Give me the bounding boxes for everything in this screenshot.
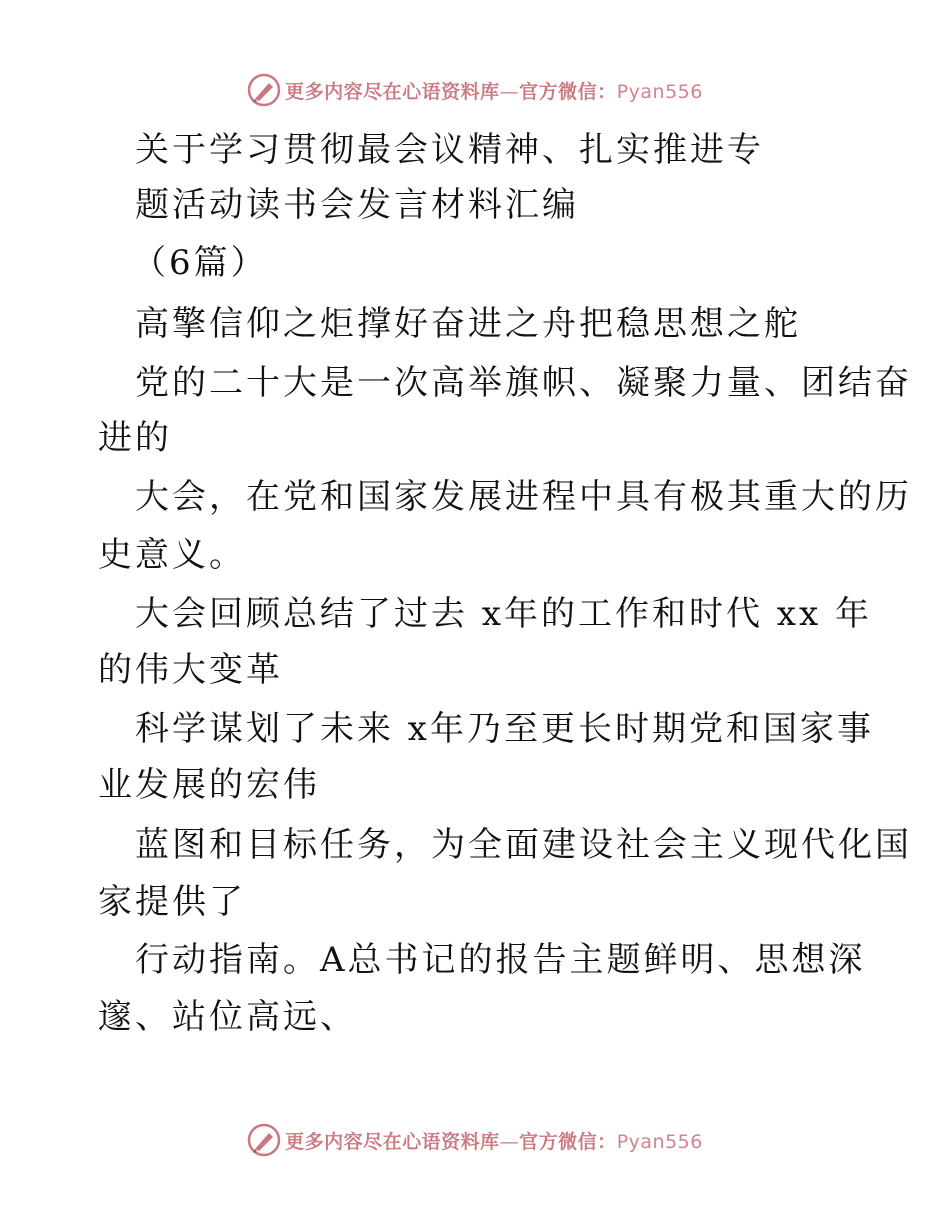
doc-title-line-2: 题活动读书会发言材料汇编 <box>135 185 579 225</box>
doc-paragraph-line: 进的 <box>98 418 172 458</box>
footer-site-text: 更多内容尽在心语资料库 <box>285 1130 500 1153</box>
pen-logo-icon <box>247 73 281 107</box>
footer-text <box>285 1127 703 1154</box>
doc-paragraph-line: 科学谋划了未来 x年乃至更长时期党和国家事 <box>135 709 874 749</box>
header-text <box>285 77 703 104</box>
doc-subtitle: 高擎信仰之炬撑好奋进之舟把稳思想之舵 <box>135 304 801 344</box>
footer-watermark <box>0 1120 950 1160</box>
footer-wechat-label: 官方微信： <box>519 1130 617 1153</box>
doc-paragraph-line: 蓝图和目标任务，为全面建设社会主义现代化国 <box>135 825 912 865</box>
doc-paragraph-line: 大会，在党和国家发展进程中具有极其重大的历 <box>135 477 912 517</box>
doc-paragraph-line: 党的二十大是一次高举旗帜、凝聚力量、团结奋 <box>135 363 912 403</box>
doc-paragraph-line: 大会回顾总结了过去 x年的工作和时代 xx 年 <box>135 594 872 634</box>
header-watermark <box>0 70 950 110</box>
doc-paragraph-line: 邃、站位高远、 <box>98 997 357 1037</box>
pen-logo-icon <box>247 1123 281 1157</box>
footer-wechat-handle: Pyan556 <box>616 1130 703 1153</box>
footer-dash: — <box>499 1130 520 1153</box>
doc-title-line-1: 关于学习贯彻最会议精神、扎实推进专 <box>135 130 764 170</box>
doc-title-count: （6篇） <box>132 243 268 283</box>
header-site-text: 更多内容尽在心语资料库 <box>285 80 500 103</box>
doc-paragraph-line: 家提供了 <box>98 882 246 922</box>
header-dash: — <box>499 80 520 103</box>
doc-paragraph-line: 业发展的宏伟 <box>98 765 320 805</box>
doc-paragraph-line: 史意义。 <box>98 535 246 575</box>
doc-paragraph-line: 行动指南。A总书记的报告主题鲜明、思想深 <box>135 940 866 980</box>
header-wechat-label: 官方微信： <box>519 80 617 103</box>
doc-paragraph-line: 的伟大变革 <box>98 650 283 690</box>
header-wechat-handle: Pyan556 <box>616 80 703 103</box>
